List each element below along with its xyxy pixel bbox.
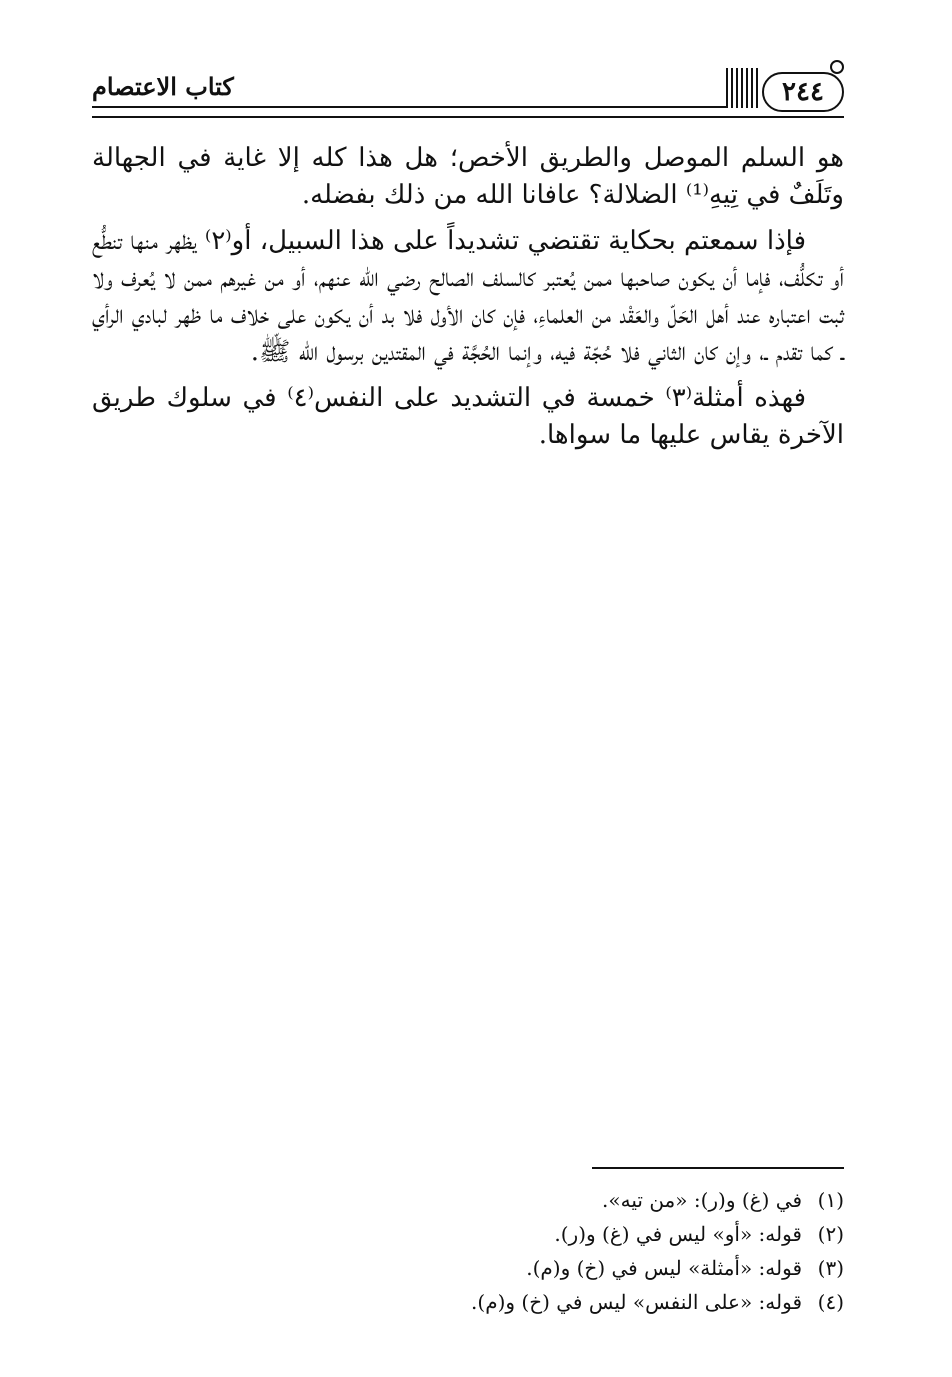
page-header xyxy=(92,58,844,122)
footnote-text: قوله: «أو» ليس في (غ) و(ر). xyxy=(554,1222,802,1246)
footnotes xyxy=(92,1183,844,1319)
paragraph: فهذه أمثلة⁽٣⁾ خمسة في التشديد على النفس⁽٤⁾ في سلوك طريق الآخرة يقاس عليها ما سواها. xyxy=(92,383,844,450)
book-title: كتاب الاعتصام xyxy=(92,72,234,101)
footnote-number: (١) xyxy=(817,1188,844,1212)
footnote-number: (٤) xyxy=(817,1290,844,1314)
footnote-number: (٣) xyxy=(817,1256,844,1280)
page-number: ٢٤٤ xyxy=(762,72,844,112)
ornament-icon xyxy=(830,60,844,74)
footnote xyxy=(92,1183,844,1217)
header-hatch-decoration xyxy=(726,68,760,108)
footnote-text: قوله: «أمثلة» ليس في (خ) و(م). xyxy=(526,1256,802,1280)
paragraph: هو السلم الموصل والطريق الأخص؛ هل هذا كله إلا غاية في الجهالة وتَلَفٌ في تِيهِ⁽¹⁾ الضلالة؟ عافانا الله من ذلك بفضله. xyxy=(92,143,844,210)
header-rule xyxy=(92,106,726,108)
footnote-text: في (غ) و(ر): «من تيه». xyxy=(602,1188,802,1212)
footnote-separator xyxy=(592,1167,844,1169)
footnote xyxy=(92,1285,844,1319)
footnote-number: (٢) xyxy=(817,1222,844,1246)
main-text xyxy=(92,140,844,463)
footnote xyxy=(92,1217,844,1251)
header-rule-bottom xyxy=(92,116,844,118)
footnote xyxy=(92,1251,844,1285)
paragraph: فإذا سمعتم بحكاية تقتضي تشديداً على هذا السبيل، أو⁽٢⁾ يظهر منها تنطُّع أو تكلُّف، فإما أن يكون صاحبها ممن يُعتبر كالسلف الصالح رضي الله عنهم، أو من غيرهم ممن لا يُعرف ولا ثبت اعتباره عند أهل الحَلّ والعَقْد من العلماءِ، فإن كان الأول فلا بد أن يكون على خلاف ما ظهر لبادي الرأي ـ كما تقدم ـ، وإن كان الثاني فلا حُجّة فيه، وإنما الحُجَّة في المقتدين برسول الله ﷺ. xyxy=(92,226,844,367)
footnote-text: قوله: «على النفس» ليس في (خ) و(م). xyxy=(471,1290,802,1314)
